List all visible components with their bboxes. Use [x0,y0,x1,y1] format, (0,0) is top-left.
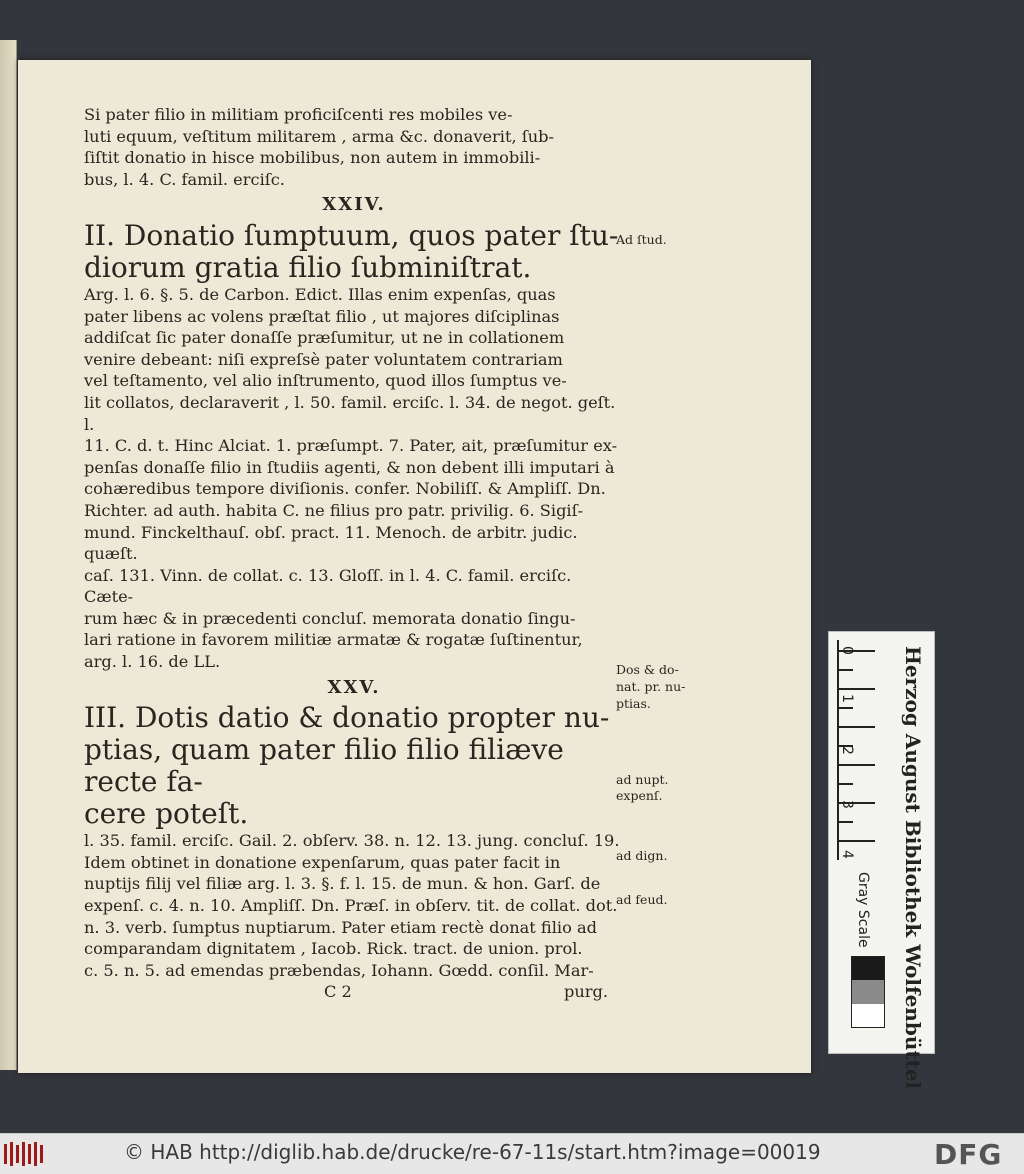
dfg-logo: DFG [934,1138,1003,1171]
paragraph-3-line-1: l. 35. famil. erciſc. Gail. 2. obſerv. 38. n. 12. 13. jung. concluſ. 19. [84,831,620,851]
paragraph-2-line-12: caſ. 131. Vinn. de collat. c. 13. Gloſſ. in l. 4. C. famil. erciſc. Cæte- [84,565,572,607]
paragraph-2-line-9: cohæredibus tempore diviſionis. confer. Nobiliſſ. & Ampliſſ. Dn. [84,479,606,499]
paragraph-2-line-15: arg. l. 16. de LL. [84,652,221,672]
margin-note-ad-nupt: ad nupt. [616,772,669,787]
color-calibration-ruler [828,631,935,1090]
margin-note-ad-dign: ad dign. [616,848,668,863]
title-3-line-3: cere poteſt. [84,797,249,831]
paragraph-3-line-3: nuptijs filij vel filiæ arg. l. 3. §. f. l. 15. de mun. & hon. Garſ. de [84,874,601,894]
title-2-line-2: diorum gratia filio ſubminiſtrat. [84,250,532,284]
gray-scale-label: Gray Scale [855,872,871,948]
signature-line [84,981,624,1003]
paragraph-2-line-4: venire debeant: niſi expreſsè pater voluntatem contrariam [84,349,563,369]
signature-mark: C 2 [324,982,352,1002]
section-heading-24: XXIV. [322,194,386,216]
hab-barcode-icon [4,1142,46,1166]
margin-note-ptias: ptias. [616,696,651,711]
margin-note-ad-stud: Ad ſtud. [616,232,667,247]
ruler-number-0: 0 [839,646,855,655]
title-3-line-2: ptias, quam pater filio filio filiæve recte fa- [84,733,564,799]
paragraph-1-line-1: Si pater filio in militiam proficiſcenti res mobiles ve- [84,105,513,124]
paragraph-3-line-4: expenſ. c. 4. n. 10. Ampliſſ. Dn. Præſ. in obſerv. tit. de collat. dot. [84,896,618,916]
title-3-line-1: III. Dotis datio & donatio propter nu- [84,701,610,735]
paragraph-1-line-4: bus, l. 4. C. famil. erciſc. [84,169,285,189]
catchword: purg. [563,982,608,1002]
paragraph-2-line-7: 11. C. d. t. Hinc Alciat. 1. præſumpt. 7. Pater, ait, præſumitur ex- [84,436,618,456]
ruler-number-4: 4 [839,850,855,859]
ruler-library-title: Herzog August Bibliothek Wolfenbüttel [901,646,925,1090]
footer-copyright-url[interactable]: © HAB http://diglib.hab.de/drucke/re-67-11s/start.htm?image=00019 [124,1140,821,1164]
paragraph-2-line-5: vel teſtamento, vel alio inſtrumento, quod illos ſumptus ve- [84,371,567,391]
paragraph-3-line-5: n. 3. verb. ſumptus nuptiarum. Pater etiam rectè donat filio ad [84,917,597,937]
footer-bar [0,1133,1024,1174]
paragraph-1-line-2: luti equum, veſtitum militarem , arma &c. donaverit, ſub- [84,126,554,146]
paragraph-3-line-2: Idem obtinet in donatione expenſarum, quas pater facit in [84,852,561,872]
paragraph-2-line-1: Arg. l. 6. §. 5. de Carbon. Edict. Illas enim expenſas, quas [84,284,556,304]
paragraph-1-line-3: ſiſtit donatio in hisce mobilibus, non autem in immobili- [84,148,541,168]
gray-scale-swatches [851,956,885,1028]
paragraph-2-line-13: rum hæc & in præcedenti concluſ. memorata donatio ſingu- [84,608,576,628]
previous-page-edge [0,40,17,1070]
section-heading-25: XXV. [327,676,381,698]
margin-note-dos: Dos & do- [616,662,679,677]
paragraph-2-line-10: Richter. ad auth. habita C. ne filius pro patr. privilig. 6. Sigiſ- [84,500,584,520]
paragraph-3-line-6: comparandam dignitatem , Iacob. Rick. tract. de union. prol. [84,939,583,959]
ruler-number-1: 1 [839,694,855,703]
paragraph-2-line-14: lari ratione in favorem militiæ armatæ & rogatæ ſuſtinentur, [84,630,583,650]
paragraph-2-line-8: penſas donaſſe filio in ſtudiis agenti, & non debent illi imputari à [84,457,615,477]
ruler-number-2: 2 [839,746,855,755]
paragraph-3-line-7: c. 5. n. 5. ad emendas præbendas, Iohann. Gœdd. conſil. Mar- [84,960,594,980]
paragraph-2-line-3: addiſcat ſic pater donaſſe præſumitur, ut ne in collationem [84,328,565,348]
title-2-line-1: II. Donatio ſumptuum, quos pater ſtu- [84,218,619,252]
paragraph-2-line-11: mund. Finckelthauſ. obſ. pract. 11. Menoch. de arbitr. judic. quæſt. [84,522,578,564]
paragraph-2-line-6: lit collatos, declaraverit , l. 50. famil. erciſc. l. 34. de negot. geſt. l. [84,392,616,434]
paragraph-2-line-2: pater libens ac volens præſtat filio , ut majores diſciplinas [84,306,560,326]
margin-note-nat-pr: nat. pr. nu- [616,679,686,694]
margin-note-expens: expenſ. [616,788,663,803]
ruler-number-3: 3 [839,800,855,809]
margin-note-ad-feud: ad feud. [616,892,668,907]
page-text [84,104,624,1003]
